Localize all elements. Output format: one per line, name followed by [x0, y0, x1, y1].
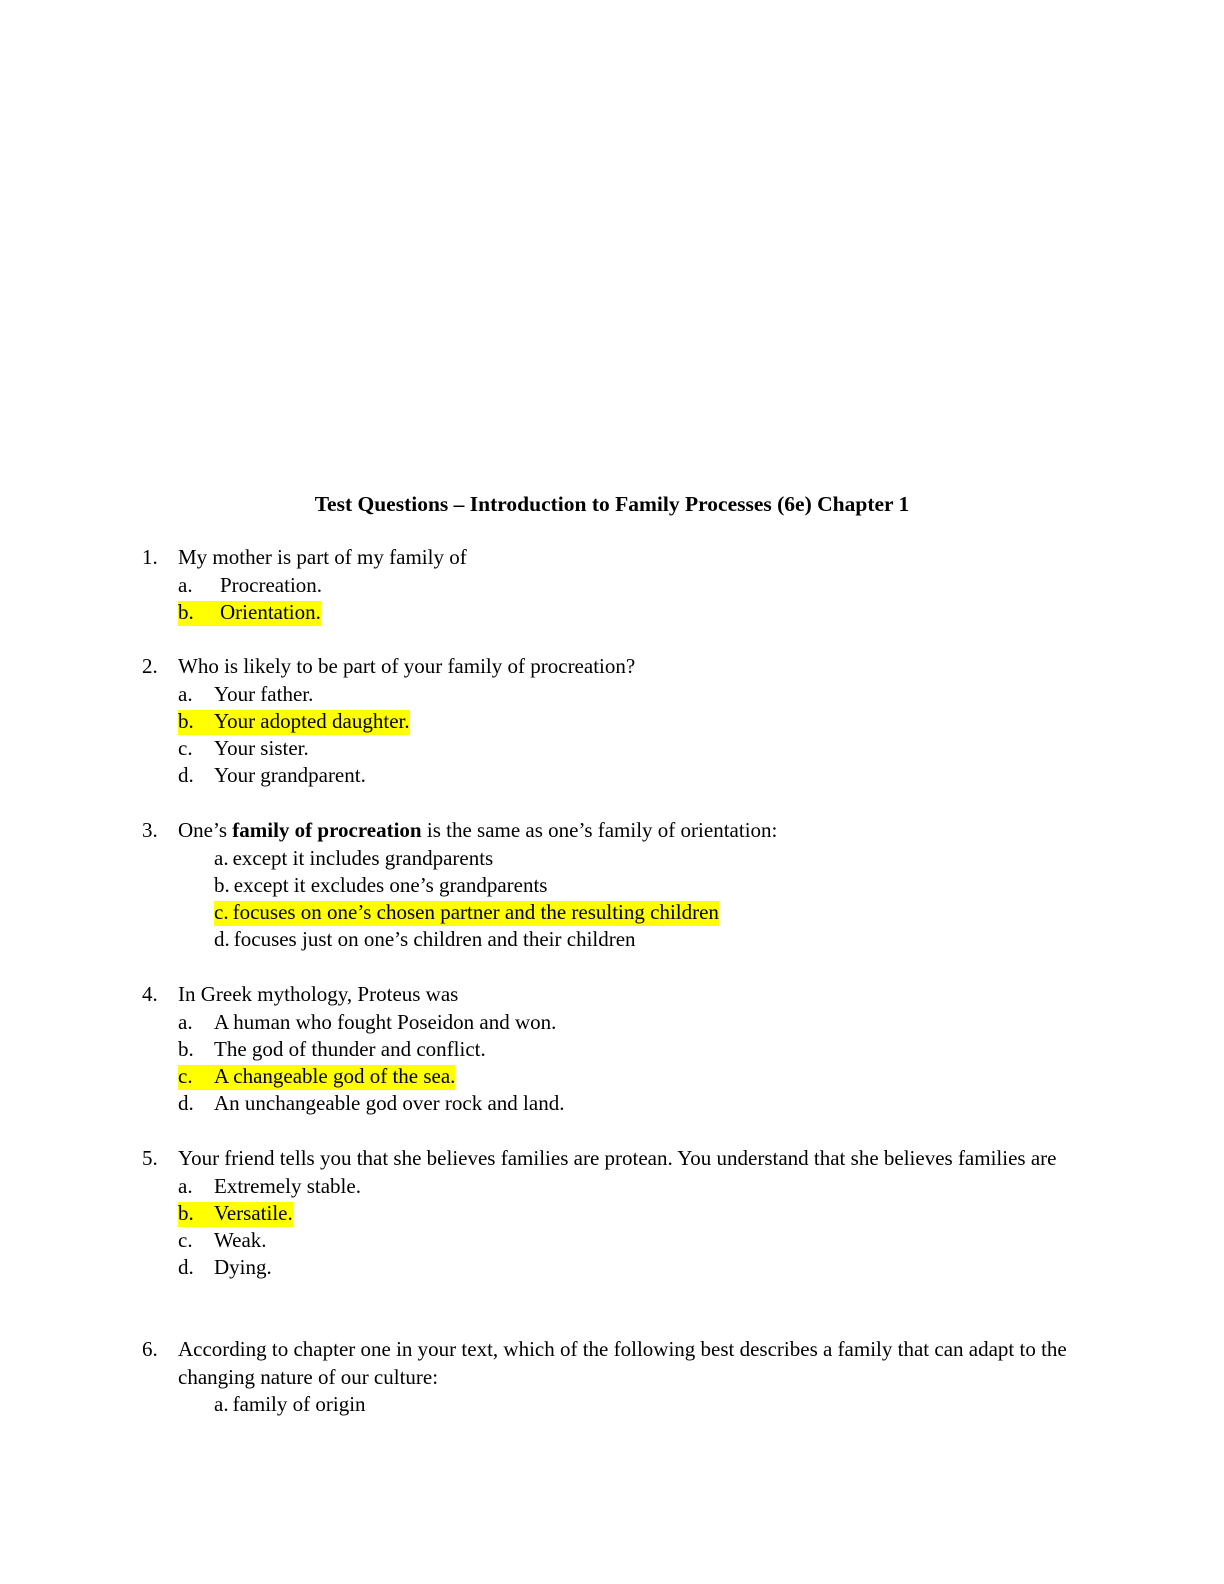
highlighted-answer — [178, 710, 410, 735]
option-text: Versatile. — [214, 1200, 293, 1225]
answer-option-b — [142, 872, 1082, 899]
answer-option-c — [142, 735, 1082, 762]
option-text: family of origin — [232, 1392, 366, 1416]
option-text: A human who fought Poseidon and won. — [214, 1009, 557, 1034]
question-2 — [142, 653, 1082, 790]
page-title: Test Questions – Introduction to Family Processes (6e) Chapter 1 — [314, 492, 910, 516]
option-letter: a. — [178, 1173, 193, 1198]
answer-option-content — [178, 1256, 272, 1281]
question-text: My mother is part of my family of — [178, 545, 467, 569]
question-text-start: One’s — [178, 818, 233, 842]
answer-options — [142, 1391, 1082, 1418]
answer-option-b — [142, 1200, 1082, 1227]
option-text: Dying. — [214, 1255, 272, 1280]
highlighted-answer — [178, 601, 321, 626]
option-letter: a. — [214, 845, 229, 870]
highlighted-answer — [178, 1202, 293, 1227]
question-text: In Greek mythology, Proteus was — [178, 982, 459, 1006]
question-3 — [142, 817, 1082, 954]
answer-option-b — [142, 708, 1082, 735]
option-letter: b. — [178, 1200, 194, 1225]
answer-option-a — [142, 1173, 1082, 1200]
answer-option-content — [214, 928, 636, 953]
option-letter: d. — [178, 763, 194, 788]
answer-option-a — [142, 1391, 1082, 1418]
answer-option-a — [142, 1009, 1082, 1036]
option-letter: a. — [214, 1392, 229, 1416]
question-text: According to chapter one in your text, which of the following best describes a family that can adapt to the changing nature of our culture: — [178, 1337, 1067, 1389]
question-number: 3. — [142, 818, 158, 842]
option-letter: a. — [178, 681, 193, 706]
answer-option-d — [142, 762, 1082, 789]
highlighted-answer — [178, 1065, 455, 1090]
question-number: 5. — [142, 1146, 158, 1170]
question-1 — [142, 544, 1082, 626]
question-6 — [142, 1336, 1082, 1418]
option-text: Weak. — [214, 1228, 267, 1253]
answer-option-c — [142, 899, 1082, 926]
question-stem — [142, 817, 1082, 845]
answer-option-content — [178, 1011, 556, 1036]
answer-option-a — [142, 572, 1082, 599]
question-4 — [142, 981, 1082, 1118]
option-text: Your father. — [214, 681, 314, 706]
option-text: Procreation. — [220, 572, 323, 597]
answer-option-d — [142, 1254, 1082, 1281]
question-text: Your friend tells you that she believes families are protean. You understand that she believes families are — [178, 1146, 1057, 1170]
answer-option-content — [214, 1393, 366, 1418]
option-text: focuses just on one’s children and their children — [233, 927, 636, 952]
answer-options — [142, 572, 1082, 627]
question-stem — [142, 653, 1082, 681]
option-letter: c. — [178, 1064, 193, 1089]
answer-option-content — [214, 847, 493, 872]
question-text: Who is likely to be part of your family of procreation? — [178, 654, 636, 678]
question-stem — [142, 1336, 1082, 1391]
option-letter: a. — [178, 1009, 193, 1034]
option-text: except it includes grandparents — [232, 845, 494, 870]
answer-option-b — [142, 1036, 1082, 1063]
option-text: Your grandparent. — [214, 763, 366, 788]
answer-option-b — [142, 599, 1082, 626]
option-letter: c. — [214, 900, 229, 925]
option-text: The god of thunder and conflict. — [214, 1036, 486, 1061]
option-letter: b. — [214, 872, 230, 897]
answer-option-content — [178, 574, 322, 599]
option-letter: b. — [178, 708, 194, 733]
option-text: except it excludes one’s grandparents — [233, 872, 548, 897]
option-text: Your adopted daughter. — [214, 708, 410, 733]
answer-option-content — [178, 764, 366, 789]
answer-options — [142, 681, 1082, 790]
option-letter: c. — [178, 736, 193, 761]
answer-option-content — [178, 1229, 267, 1254]
question-stem — [142, 544, 1082, 572]
question-number: 1. — [142, 545, 158, 569]
option-text: Extremely stable. — [214, 1173, 361, 1198]
question-number: 2. — [142, 654, 158, 678]
option-letter: d. — [178, 1255, 194, 1280]
option-text: focuses on one’s chosen partner and the resulting children — [232, 900, 719, 925]
highlighted-answer — [214, 901, 719, 926]
answer-option-content — [178, 1092, 564, 1117]
option-letter: b. — [178, 1036, 194, 1061]
option-text: Your sister. — [214, 736, 309, 761]
question-number: 6. — [142, 1337, 158, 1361]
answer-options — [142, 1173, 1082, 1282]
answer-option-content — [178, 683, 313, 708]
question-stem — [142, 981, 1082, 1009]
answer-option-c — [142, 1227, 1082, 1254]
answer-options — [142, 845, 1082, 954]
option-text: Orientation. — [220, 599, 321, 624]
answer-option-c — [142, 1063, 1082, 1090]
answer-option-content — [178, 1175, 361, 1200]
question-key-term: family of procreation — [232, 818, 422, 842]
option-text: A changeable god of the sea. — [214, 1064, 456, 1089]
option-letter: a. — [178, 572, 193, 597]
option-text: An unchangeable god over rock and land. — [214, 1091, 565, 1116]
answer-option-d — [142, 1090, 1082, 1117]
answer-option-a — [142, 681, 1082, 708]
answer-option-content — [178, 737, 309, 762]
question-number: 4. — [142, 982, 158, 1006]
option-letter: b. — [178, 599, 194, 624]
answer-options — [142, 1009, 1082, 1118]
option-letter: d. — [214, 927, 230, 952]
question-5 — [142, 1145, 1082, 1282]
option-letter: d. — [178, 1091, 194, 1116]
option-letter: c. — [178, 1228, 193, 1253]
question-stem — [142, 1145, 1082, 1173]
answer-option-content — [178, 1038, 486, 1063]
answer-option-d — [142, 926, 1082, 953]
answer-option-a — [142, 845, 1082, 872]
question-text-end: is the same as one’s family of orientation: — [421, 818, 778, 842]
answer-option-content — [214, 874, 547, 899]
